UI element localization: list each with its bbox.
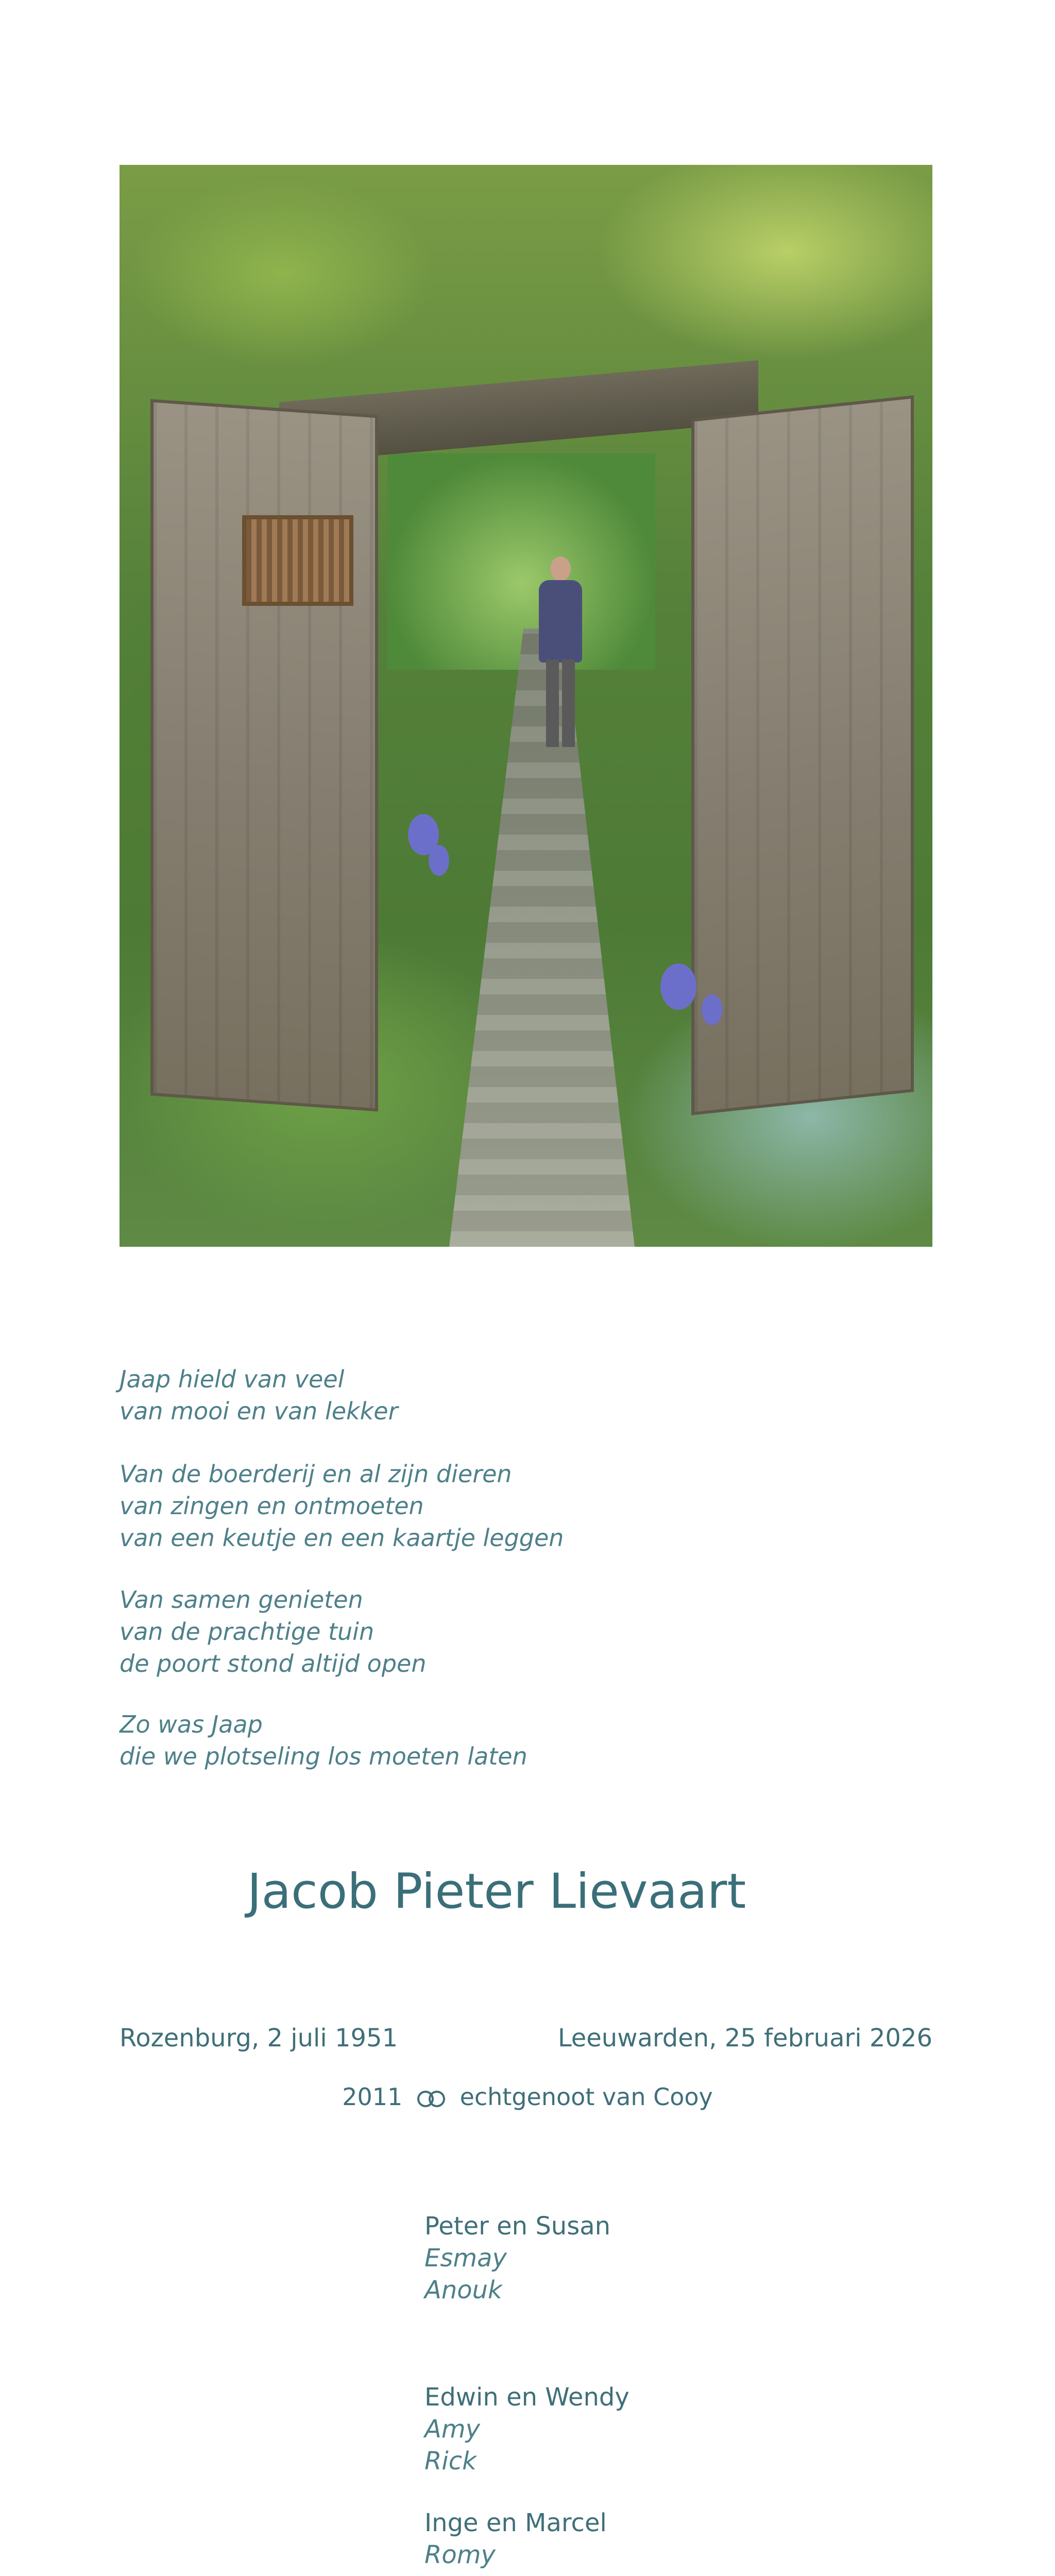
- family-pair: Edwin en Wendy: [424, 2383, 629, 2412]
- family-pair: Inge en Marcel: [424, 2509, 607, 2537]
- poem-line: van de prachtige tuin: [120, 1618, 375, 1646]
- death-place-date: Leeuwarden, 25 februari 2026: [557, 2024, 932, 2053]
- left-gate-door: [150, 399, 378, 1112]
- poem-line: die we plotseling los moeten laten: [120, 1742, 528, 1770]
- grandchild: Esmay: [424, 2244, 507, 2273]
- grandchild: Amy: [424, 2415, 480, 2444]
- garden-background: [387, 453, 655, 670]
- right-gate-door: [691, 395, 914, 1115]
- spouse-line: [0, 2081, 1055, 2112]
- spouse-text: echtgenoot van Cooy: [460, 2083, 713, 2111]
- poem-stanza-3: [120, 1584, 892, 1680]
- poem-stanza-1: [120, 1363, 892, 1427]
- family-group-3: [424, 2507, 991, 2571]
- family-group-1: [424, 2210, 991, 2306]
- grandchild: Romy: [424, 2540, 496, 2569]
- poem-stanza-2: [120, 1458, 892, 1554]
- family-pair: Peter en Susan: [424, 2212, 611, 2241]
- poem-line: van mooi en van lekker: [120, 1397, 398, 1425]
- grandchild: Anouk: [424, 2276, 502, 2304]
- poem-line: Van de boerderij en al zijn dieren: [120, 1460, 512, 1488]
- garden-gate-photo: [120, 165, 932, 1247]
- poem-line: Van samen genieten: [120, 1586, 363, 1614]
- poem-line: Zo was Jaap: [120, 1710, 263, 1738]
- insect-hotel: [242, 515, 353, 606]
- family-group-2: [424, 2381, 991, 2477]
- birth-place-date: Rozenburg, 2 juli 1951: [120, 2024, 398, 2053]
- grandchild: Rick: [424, 2447, 477, 2476]
- wedding-rings-icon: [413, 2089, 449, 2109]
- poem-stanza-4: [120, 1708, 892, 1772]
- deceased-name: Jacob Pieter Lievaart: [247, 1863, 746, 1920]
- poem-line: Jaap hield van veel: [120, 1365, 345, 1393]
- poem-line: de poort stond altijd open: [120, 1650, 427, 1677]
- poem-line: van een keutje en een kaartje leggen: [120, 1524, 564, 1552]
- person-in-garden: [535, 556, 586, 747]
- marriage-year: 2011: [342, 2083, 403, 2111]
- poem-line: van zingen en ontmoeten: [120, 1492, 424, 1520]
